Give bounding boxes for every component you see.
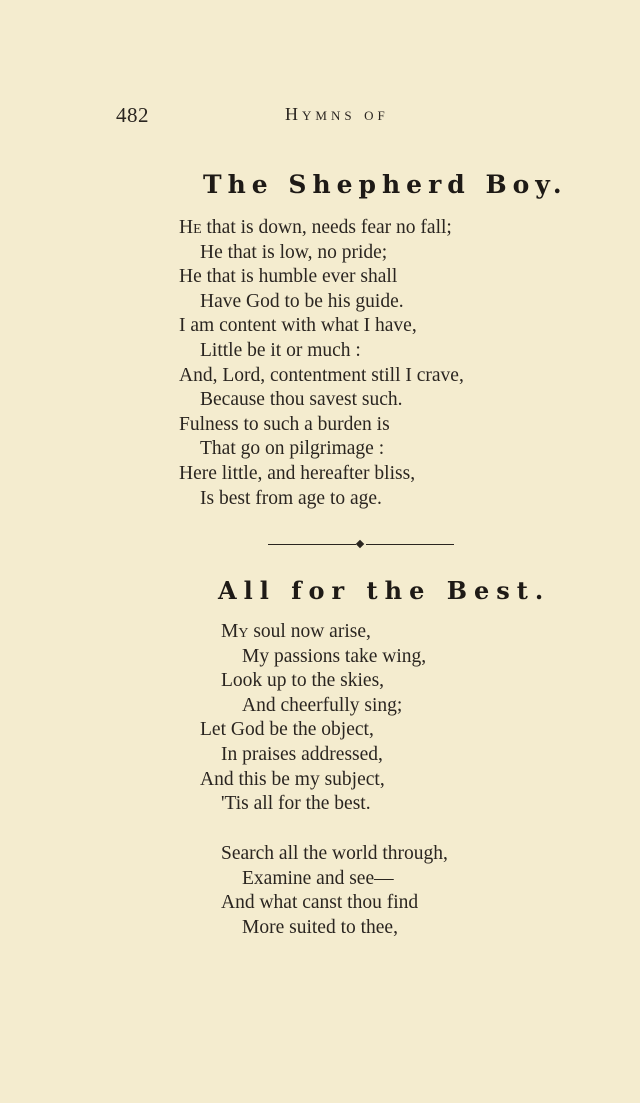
- verse-line: More suited to thee,: [242, 916, 398, 938]
- verse-line: And cheerfully sing;: [242, 694, 403, 716]
- verse-line: Here little, and hereafter bliss,: [179, 462, 416, 484]
- verse-line-lead: My: [221, 621, 249, 642]
- verse-line: Because thou savest such.: [200, 389, 403, 411]
- hymn-shepherd-boy-verse: [179, 216, 464, 511]
- verse-line: He that is low, no pride;: [200, 241, 388, 263]
- verse-line: Examine and see—: [242, 867, 394, 889]
- page-number: 482: [116, 103, 149, 127]
- verse-line: Have God to be his guide.: [200, 290, 404, 312]
- verse-line: Little be it or much :: [200, 339, 361, 361]
- verse-line: [179, 216, 464, 241]
- verse-line: My passions take wing,: [242, 645, 427, 667]
- verse-line: 'Tis all for the best.: [221, 793, 371, 815]
- divider-line-left: [268, 544, 356, 545]
- divider-diamond-ornament: [356, 540, 364, 548]
- hymn-title-shepherd-boy: The Shepherd Boy.: [203, 170, 568, 199]
- hymn-all-for-the-best-stanza-2: [221, 842, 448, 940]
- verse-line: And this be my subject,: [200, 768, 385, 790]
- running-head: Hymns of: [285, 104, 389, 124]
- verse-line-text: soul now arise,: [248, 621, 371, 642]
- verse-line: Search all the world through,: [221, 843, 448, 864]
- verse-line: And, Lord, contentment still I crave,: [179, 364, 464, 386]
- divider-line-right: [366, 544, 454, 545]
- verse-line: Look up to the skies,: [221, 670, 385, 692]
- verse-line: Is best from age to age.: [200, 487, 382, 509]
- verse-line: In praises addressed,: [221, 743, 383, 765]
- hymn-title-all-for-the-best: All for the Best.: [218, 576, 551, 605]
- hymn-all-for-the-best-stanza-1: [200, 620, 426, 817]
- verse-line: I am content with what I have,: [179, 315, 417, 337]
- verse-line: That go on pilgrimage :: [200, 438, 385, 460]
- verse-line: Let God be the object,: [200, 719, 374, 741]
- section-divider: [268, 544, 454, 546]
- verse-line: He that is humble ever shall: [179, 266, 398, 288]
- verse-line-lead: He: [179, 217, 202, 238]
- verse-line: [200, 620, 426, 645]
- verse-line-text: that is down, needs fear no fall;: [201, 217, 452, 238]
- verse-line: And what canst thou find: [221, 892, 419, 914]
- verse-line: Fulness to such a burden is: [179, 413, 390, 435]
